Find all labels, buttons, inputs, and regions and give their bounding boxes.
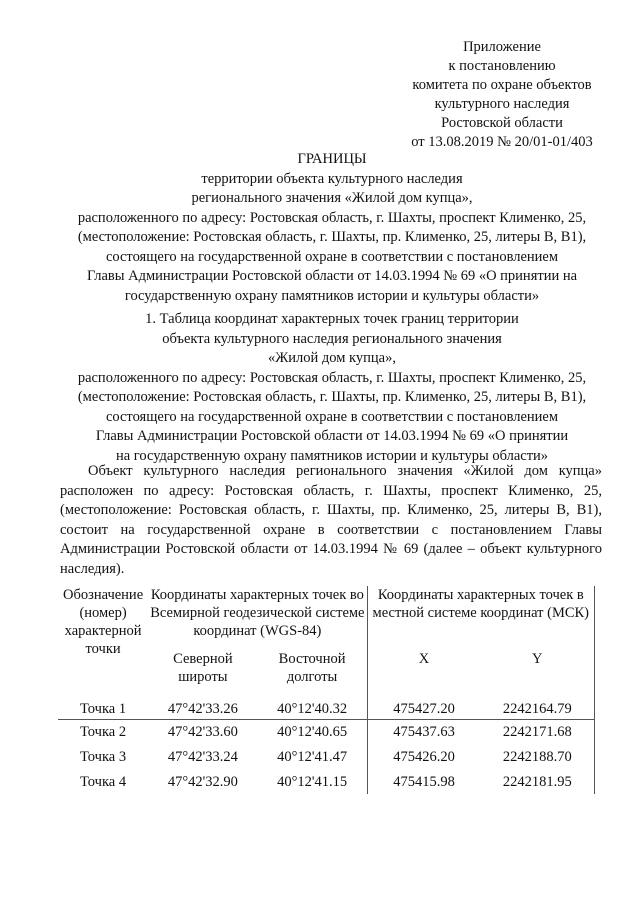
- header-point-designation: Обозначение (номер) характерной точки: [63, 587, 144, 657]
- appendix-line: к постановлению: [448, 58, 556, 74]
- appendix-block: [392, 38, 612, 152]
- appendix-line: Приложение: [463, 39, 541, 55]
- caption-line: «Жилой дом купца»,: [268, 350, 396, 366]
- caption-line: состоящего на государственной охране в соответствии с постановлением: [105, 408, 559, 425]
- cell-north: 47°42'33.24: [167, 748, 238, 765]
- cell-north: 47°42'33.26: [167, 701, 238, 718]
- appendix-line: Ростовской области: [441, 115, 563, 131]
- appendix-line: комитета по охране объектов: [412, 77, 592, 93]
- cell-y: 2242164.79: [502, 701, 572, 718]
- cell-north: 47°42'32.90: [167, 773, 238, 790]
- table-caption: [36, 310, 628, 466]
- title-line: территории объекта культурного наследия: [201, 170, 463, 187]
- header-north: Северной широты: [173, 651, 233, 685]
- caption-line: объекта культурного наследия регионального значения: [162, 330, 502, 347]
- header-y: Y: [532, 651, 543, 667]
- cell-point: Точка 1: [80, 701, 127, 718]
- title-line: Главы Администрации Ростовской области от 14.03.1994 № 69 «О принятии на: [86, 268, 578, 284]
- appendix-line: культурного наследия: [434, 96, 570, 112]
- cell-x: 475415.98: [367, 769, 480, 794]
- title-line: расположенного по адресу: Ростовская область, г. Шахты, проспект Клименко, 25,: [77, 209, 587, 226]
- title-line: государственную охрану памятников истории и культуры области»: [124, 287, 540, 304]
- table-row: [58, 694, 594, 719]
- title-block: [36, 150, 628, 306]
- caption-line: Главы Администрации Ростовской области от 14.03.1994 № 69 «О принятии: [95, 428, 569, 444]
- caption-line: расположенного по адресу: Ростовская область, г. Шахты, проспект Клименко, 25,: [77, 369, 587, 386]
- cell-east: 40°12'41.47: [277, 748, 348, 765]
- cell-east: 40°12'40.65: [258, 719, 367, 744]
- caption-line: (местоположение: Ростовская область, г. Шахты, пр. Клименко, 25, литеры В, В1),: [77, 389, 587, 405]
- cell-x: 475437.63: [367, 719, 480, 744]
- cell-y: 2242188.70: [502, 748, 572, 765]
- table-right-border: [594, 586, 595, 794]
- cell-x: 475427.20: [367, 694, 480, 719]
- cell-east: 40°12'40.32: [277, 701, 348, 718]
- cell-point: Точка 4: [80, 773, 127, 790]
- header-wgs84: Координаты характерных точек во Всемирной геодезической системе координат (WGS-84): [150, 587, 365, 639]
- cell-x: 475426.20: [367, 744, 480, 769]
- cell-east: 40°12'41.15: [277, 773, 348, 790]
- body-paragraph: Объект культурного наследия регионального значения «Жилой дом купца» расположен по адресу: Ростовская область, г. Шахты, проспект Клименко, 25, (местоположение: Ростовская область, г. Шахты, пр. Клименко, 25, литеры В, В1), состоит на государственной охране в соответствии с постановлением Главы Администрации Ростовской области от 14.03.1994 № 69 (далее – объект культурного наследия).: [60, 463, 602, 577]
- cell-y: 2242181.95: [502, 773, 572, 790]
- appendix-line: от 13.08.2019 № 20/01-01/403: [411, 134, 593, 150]
- header-x: X: [367, 640, 480, 694]
- title-line: регионального значения «Жилой дом купца»,: [191, 190, 473, 206]
- document-heading: ГРАНИЦЫ: [297, 151, 367, 167]
- caption-line: 1. Таблица координат характерных точек границ территории: [145, 311, 519, 327]
- cell-north: 47°42'33.60: [148, 719, 257, 744]
- table-row: [58, 769, 594, 794]
- coordinates-table: [58, 586, 594, 794]
- cell-point: Точка 3: [80, 748, 127, 765]
- title-line: (местоположение: Ростовская область, г. Шахты, пр. Клименко, 25, литеры В, В1),: [77, 229, 587, 245]
- caption-line: на государственную охрану памятников истории и культуры области»: [115, 447, 549, 464]
- header-east: Восточной долготы: [278, 651, 346, 685]
- cell-point: Точка 2: [58, 719, 148, 744]
- title-line: состоящего на государственной охране в соответствии с постановлением: [105, 248, 559, 265]
- cell-y: 2242171.68: [481, 719, 594, 744]
- header-msk: Координаты характерных точек в местной системе координат (МСК): [367, 586, 594, 640]
- table-row: [58, 744, 594, 769]
- table-row: [58, 719, 594, 744]
